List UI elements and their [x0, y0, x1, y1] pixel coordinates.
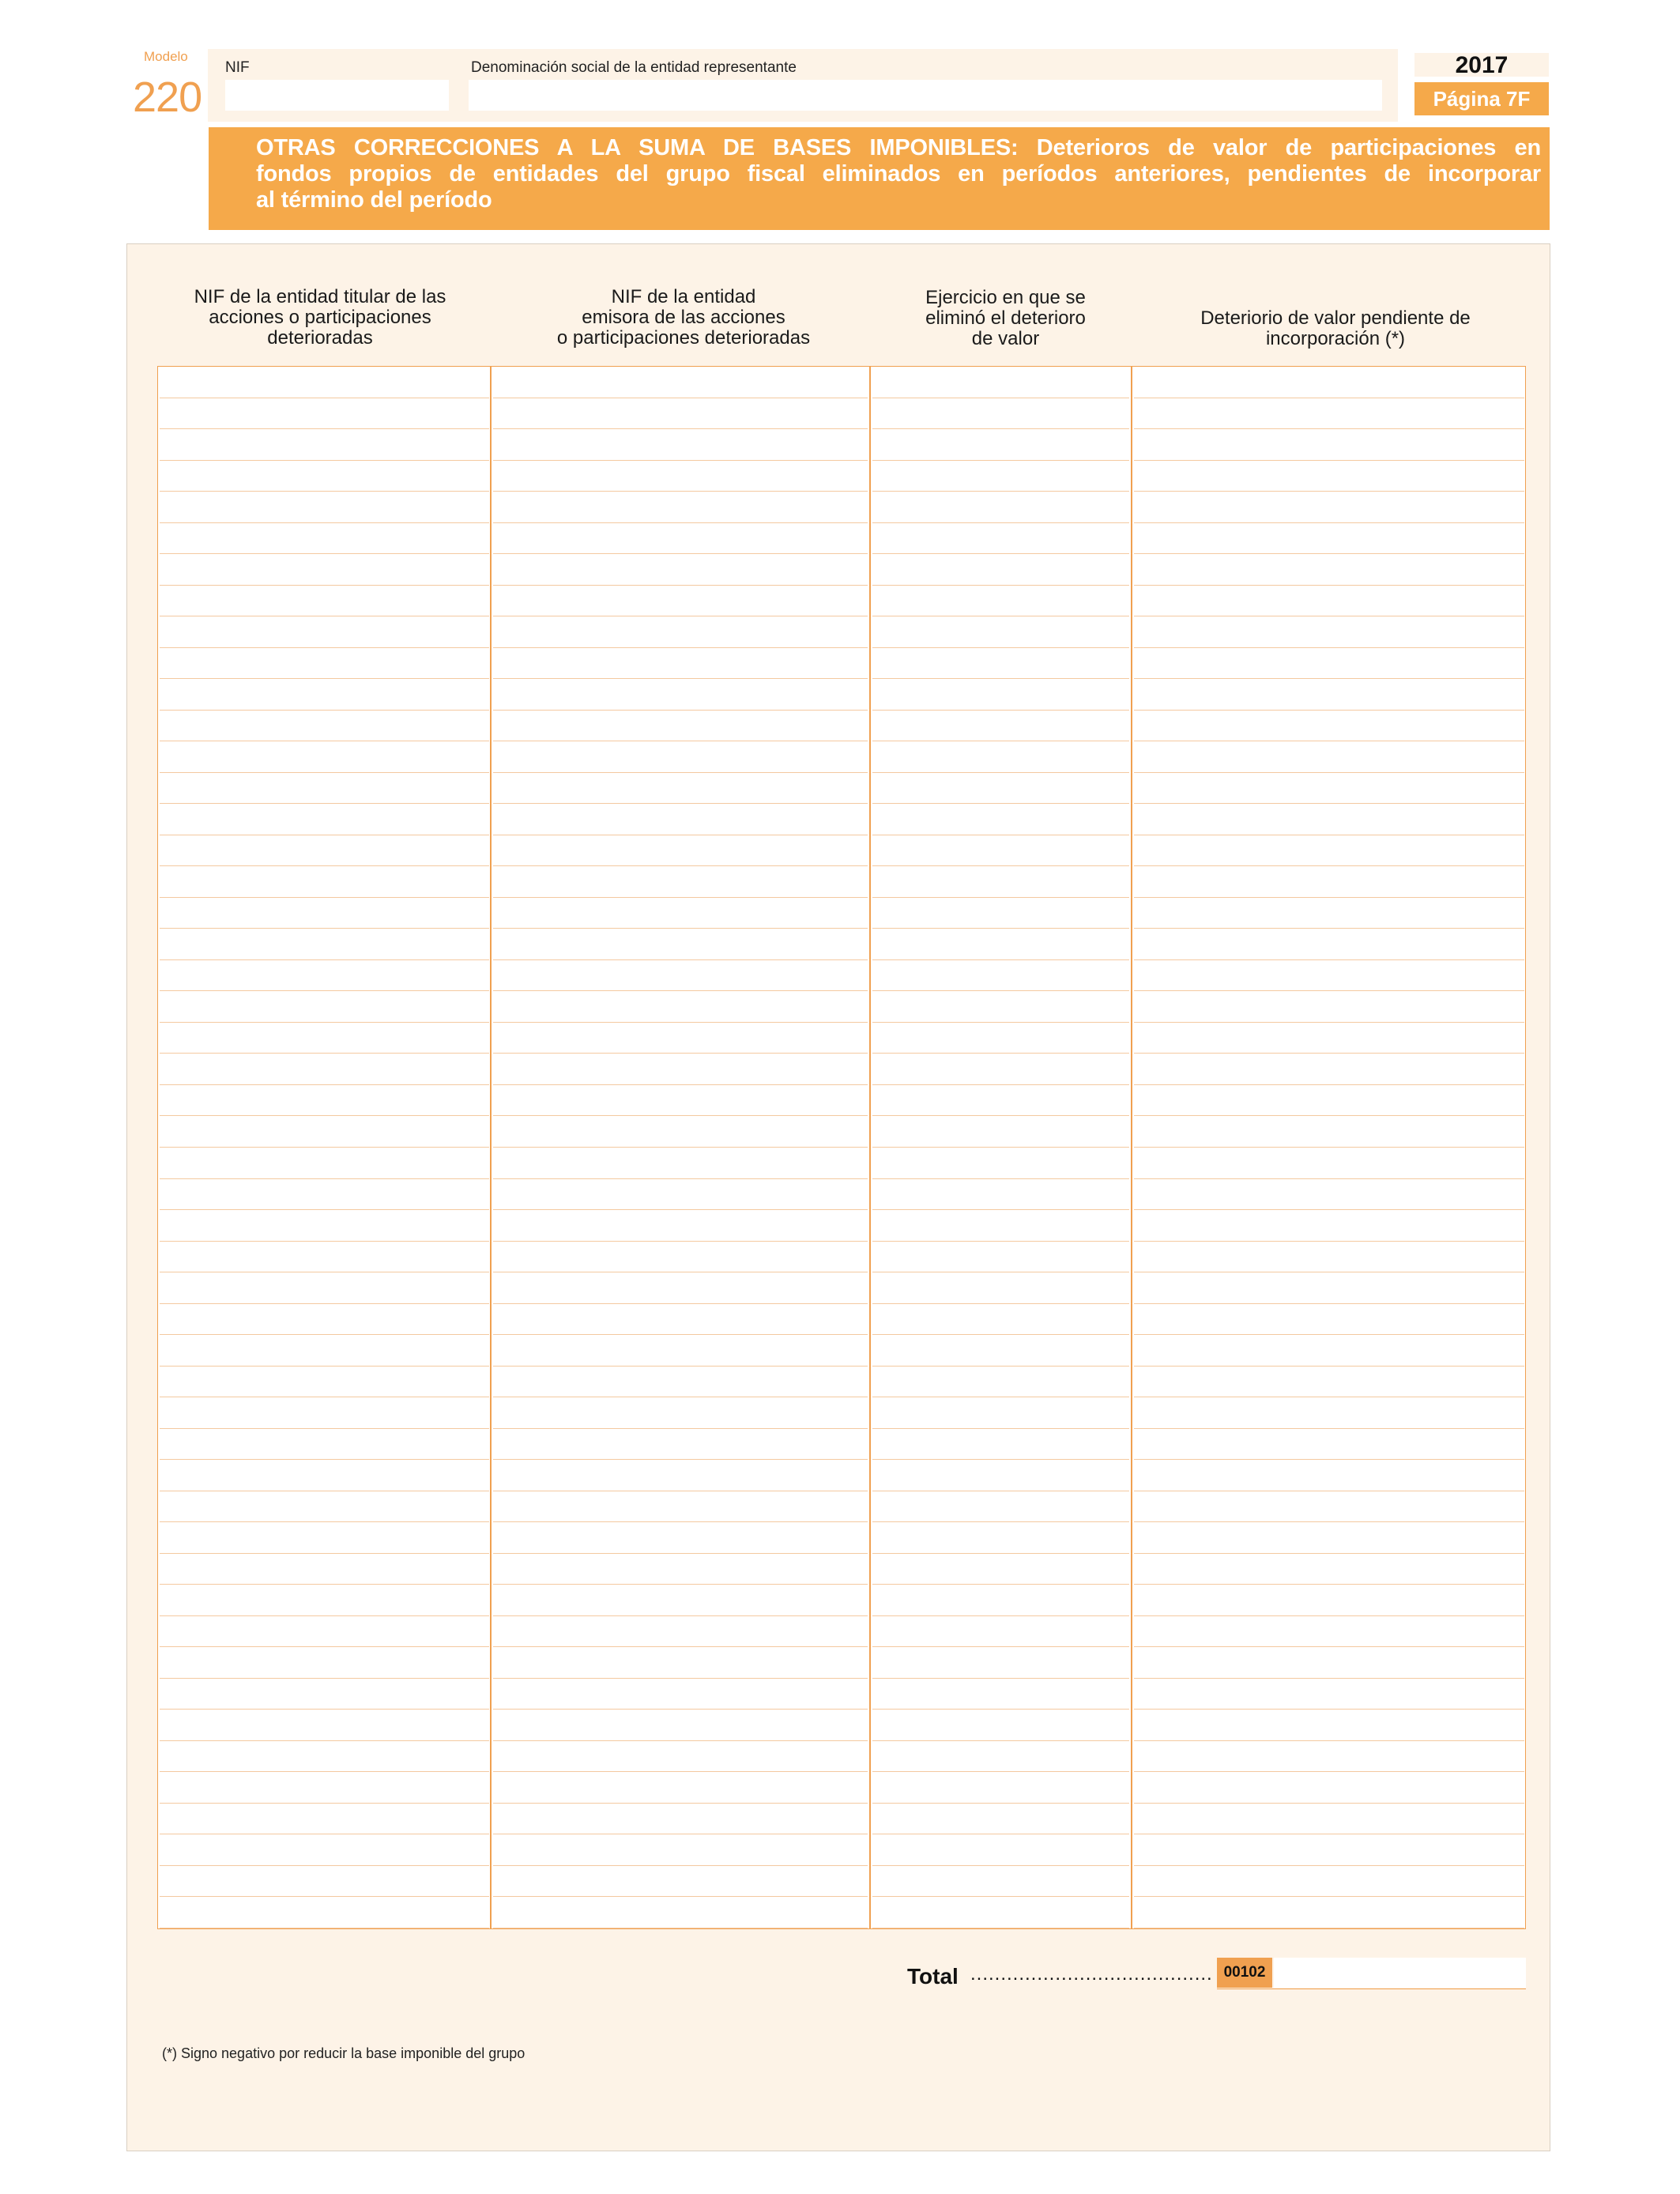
table-cell[interactable] — [160, 1054, 489, 1085]
table-cell[interactable] — [872, 1242, 1129, 1273]
table-cell[interactable] — [493, 929, 868, 960]
table-cell[interactable] — [160, 1647, 489, 1679]
section-title-line-2: fondos propios de entidades del grupo fiscal eliminados en períodos anteriores, pendientes de incorporar — [256, 161, 1541, 187]
table-cell[interactable] — [493, 898, 868, 929]
table-cell[interactable] — [872, 1554, 1129, 1585]
table-cell[interactable] — [1134, 898, 1524, 929]
table-cell[interactable] — [872, 1116, 1129, 1148]
table-cell[interactable] — [872, 1210, 1129, 1242]
table-cell[interactable] — [160, 1023, 489, 1054]
table-cell[interactable] — [493, 960, 868, 992]
table-cell[interactable] — [1134, 773, 1524, 805]
table-cell[interactable] — [160, 1367, 489, 1398]
table-cell[interactable] — [872, 1710, 1129, 1741]
table-cell[interactable] — [493, 1554, 868, 1585]
table-cell[interactable] — [872, 648, 1129, 680]
table-cell[interactable] — [160, 1304, 489, 1336]
table-cell[interactable] — [1134, 1834, 1524, 1866]
table-cell[interactable] — [493, 554, 868, 586]
table-cell[interactable] — [493, 1897, 868, 1928]
table-cell[interactable] — [872, 554, 1129, 586]
table-cell[interactable] — [872, 1429, 1129, 1461]
table-cell[interactable] — [160, 616, 489, 648]
table-cell[interactable] — [493, 648, 868, 680]
table-cell[interactable] — [160, 554, 489, 586]
table-cell[interactable] — [872, 1834, 1129, 1866]
table-cell[interactable] — [160, 398, 489, 430]
table-cell[interactable] — [160, 1210, 489, 1242]
table-cell[interactable] — [493, 523, 868, 555]
table-cell[interactable] — [493, 773, 868, 805]
table-cell[interactable] — [160, 679, 489, 711]
table-cell[interactable] — [160, 991, 489, 1023]
table-cell[interactable] — [160, 1616, 489, 1648]
table-cell[interactable] — [872, 929, 1129, 960]
table-cell[interactable] — [493, 804, 868, 835]
table-cell[interactable] — [1134, 1804, 1524, 1835]
table-cell[interactable] — [493, 1866, 868, 1898]
table-cell[interactable] — [1134, 523, 1524, 555]
table-cell[interactable] — [1134, 1679, 1524, 1710]
table-cell[interactable] — [872, 616, 1129, 648]
table-cell[interactable] — [872, 1023, 1129, 1054]
table-cell[interactable] — [160, 1741, 489, 1773]
column-divider — [869, 367, 871, 1928]
table-cell[interactable] — [1134, 1397, 1524, 1429]
table-cell[interactable] — [872, 991, 1129, 1023]
table-cell[interactable] — [1134, 929, 1524, 960]
table-cell[interactable] — [160, 1522, 489, 1554]
table-cell[interactable] — [160, 648, 489, 680]
table-cell[interactable] — [1134, 398, 1524, 430]
nif-label: NIF — [225, 59, 250, 76]
table-cell[interactable] — [872, 1085, 1129, 1117]
table-cell[interactable] — [872, 1367, 1129, 1398]
modelo-number: 220 — [133, 74, 202, 121]
table-cell[interactable] — [872, 866, 1129, 898]
table-cell[interactable] — [160, 1491, 489, 1523]
table-cell[interactable] — [872, 711, 1129, 742]
table-cell[interactable] — [160, 1866, 489, 1898]
table-cell[interactable] — [1134, 1741, 1524, 1773]
table-cell[interactable] — [1134, 960, 1524, 992]
year-badge: 2017 — [1414, 53, 1549, 77]
section-title-bar — [209, 127, 1550, 230]
table-cell[interactable] — [160, 492, 489, 523]
table-cell[interactable] — [1134, 1116, 1524, 1148]
table-cell[interactable] — [1134, 1242, 1524, 1273]
table-cell[interactable] — [1134, 1367, 1524, 1398]
entries-table — [157, 366, 1526, 1929]
table-cell[interactable] — [493, 461, 868, 492]
table-cell[interactable] — [872, 1741, 1129, 1773]
table-cell[interactable] — [872, 773, 1129, 805]
table-cell[interactable] — [1134, 866, 1524, 898]
table-cell[interactable] — [1134, 1335, 1524, 1367]
total-label: Total — [907, 1964, 959, 1989]
table-cell[interactable] — [1134, 1023, 1524, 1054]
table-cell[interactable] — [1134, 1148, 1524, 1179]
table-cell[interactable] — [1134, 586, 1524, 617]
table-cell[interactable] — [493, 1647, 868, 1679]
table-cell[interactable] — [872, 492, 1129, 523]
table-cell[interactable] — [493, 1522, 868, 1554]
table-cell[interactable] — [493, 1772, 868, 1804]
table-cell[interactable] — [872, 1616, 1129, 1648]
table-cell[interactable] — [493, 429, 868, 461]
table-cell[interactable] — [493, 1210, 868, 1242]
column-header-nif-titular: NIF de la entidad titular de las acciones o participaciones deterioradas — [194, 286, 446, 349]
table-cell[interactable] — [493, 1023, 868, 1054]
column-header-deterioro: Deteriorio de valor pendiente de incorporación (*) — [1200, 307, 1471, 349]
table-cell[interactable] — [872, 429, 1129, 461]
table-cell[interactable] — [872, 679, 1129, 711]
table-cell[interactable] — [872, 1179, 1129, 1211]
table-cell[interactable] — [1134, 1491, 1524, 1523]
table-cell[interactable] — [872, 1647, 1129, 1679]
section-title — [256, 135, 1541, 213]
table-cell[interactable] — [1134, 1085, 1524, 1117]
table-cell[interactable] — [872, 1522, 1129, 1554]
table-cell[interactable] — [160, 929, 489, 960]
table-cell[interactable] — [872, 398, 1129, 430]
table-cell[interactable] — [493, 1679, 868, 1710]
table-cell[interactable] — [160, 804, 489, 835]
table-cell[interactable] — [1134, 1616, 1524, 1648]
table-cell[interactable] — [872, 586, 1129, 617]
table-cell[interactable] — [493, 398, 868, 430]
table-cell[interactable] — [493, 616, 868, 648]
table-cell[interactable] — [493, 367, 868, 398]
table-cell[interactable] — [160, 523, 489, 555]
table-cell[interactable] — [493, 1429, 868, 1461]
table-cell[interactable] — [1134, 1710, 1524, 1741]
table-cell[interactable] — [1134, 835, 1524, 867]
table-cell[interactable] — [160, 773, 489, 805]
table-cell[interactable] — [160, 1116, 489, 1148]
table-cell[interactable] — [872, 1397, 1129, 1429]
table-cell[interactable] — [1134, 492, 1524, 523]
table-cell[interactable] — [872, 1804, 1129, 1835]
table-cell[interactable] — [493, 866, 868, 898]
modelo-label: Modelo — [144, 49, 188, 64]
table-cell[interactable] — [493, 1367, 868, 1398]
denominacion-label: Denominación social de la entidad representante — [471, 59, 797, 76]
table-cell[interactable] — [872, 960, 1129, 992]
table-cell[interactable] — [872, 1054, 1129, 1085]
table-cell[interactable] — [160, 1710, 489, 1741]
table-cell[interactable] — [160, 1679, 489, 1710]
table-cell[interactable] — [872, 835, 1129, 867]
table-cell[interactable] — [872, 898, 1129, 929]
table-cell[interactable] — [1134, 991, 1524, 1023]
table-cell[interactable] — [160, 367, 489, 398]
table-cell[interactable] — [493, 1741, 868, 1773]
table-cell[interactable] — [1134, 648, 1524, 680]
table-cell[interactable] — [160, 1242, 489, 1273]
table-cell[interactable] — [1134, 1210, 1524, 1242]
table-cell[interactable] — [872, 1304, 1129, 1336]
section-title-line-3: al término del período — [256, 187, 492, 213]
nif-field[interactable] — [225, 80, 449, 111]
table-cell[interactable] — [493, 1616, 868, 1648]
table-cell[interactable] — [1134, 1272, 1524, 1304]
table-cell[interactable] — [493, 1054, 868, 1085]
table-cell[interactable] — [872, 1679, 1129, 1710]
table-cell[interactable] — [1134, 429, 1524, 461]
table-cell[interactable] — [872, 523, 1129, 555]
table-cell[interactable] — [493, 1834, 868, 1866]
table-cell[interactable] — [160, 898, 489, 929]
table-cell[interactable] — [160, 835, 489, 867]
table-cell[interactable] — [493, 741, 868, 773]
table-cell[interactable] — [1134, 1897, 1524, 1928]
table-cell[interactable] — [493, 1804, 868, 1835]
table-cell[interactable] — [872, 1272, 1129, 1304]
table-cell[interactable] — [160, 1460, 489, 1491]
table-cell[interactable] — [160, 711, 489, 742]
table-cell[interactable] — [160, 1429, 489, 1461]
table-cell[interactable] — [160, 1085, 489, 1117]
table-cell[interactable] — [493, 1242, 868, 1273]
table-cell[interactable] — [493, 1460, 868, 1491]
table-cell[interactable] — [1134, 1554, 1524, 1585]
table-cell[interactable] — [1134, 1304, 1524, 1336]
table-cell[interactable] — [160, 1397, 489, 1429]
table-cell[interactable] — [1134, 461, 1524, 492]
table-cell[interactable] — [872, 1772, 1129, 1804]
table-cell[interactable] — [493, 1085, 868, 1117]
table-cell[interactable] — [160, 429, 489, 461]
column-divider — [1131, 367, 1132, 1928]
column-header-nif-emisora: NIF de la entidad emisora de las acciones o participaciones deterioradas — [556, 286, 811, 349]
table-cell[interactable] — [1134, 741, 1524, 773]
table-cell[interactable] — [1134, 1585, 1524, 1616]
table-cell[interactable] — [872, 1897, 1129, 1928]
table-cell[interactable] — [872, 804, 1129, 835]
table-cell[interactable] — [160, 1804, 489, 1835]
table-cell[interactable] — [493, 1585, 868, 1616]
table-cell[interactable] — [872, 461, 1129, 492]
table-cell[interactable] — [1134, 1647, 1524, 1679]
table-cell[interactable] — [872, 1491, 1129, 1523]
table-cell[interactable] — [493, 1148, 868, 1179]
table-cell[interactable] — [1134, 616, 1524, 648]
table-cell[interactable] — [1134, 679, 1524, 711]
section-title-line-1: OTRAS CORRECCIONES A LA SUMA DE BASES IMPONIBLES: Deterioros de valor de participaciones en — [256, 135, 1541, 160]
table-cell[interactable] — [160, 586, 489, 617]
table-cell[interactable] — [1134, 367, 1524, 398]
column-header-ejercicio: Ejercicio en que se eliminó el deterioro de valor — [925, 287, 1086, 349]
table-cell[interactable] — [493, 1179, 868, 1211]
table-cell[interactable] — [493, 835, 868, 867]
table-cell[interactable] — [872, 367, 1129, 398]
table-cell[interactable] — [493, 679, 868, 711]
table-cell[interactable] — [160, 1834, 489, 1866]
table-cell[interactable] — [160, 1897, 489, 1928]
table-cell[interactable] — [872, 1460, 1129, 1491]
table-cell[interactable] — [493, 991, 868, 1023]
table-cell[interactable] — [160, 741, 489, 773]
table-cell[interactable] — [493, 1304, 868, 1336]
table-cell[interactable] — [160, 1554, 489, 1585]
table-cell[interactable] — [1134, 1866, 1524, 1898]
table-cell[interactable] — [1134, 1179, 1524, 1211]
table-cell[interactable] — [160, 1335, 489, 1367]
table-cell[interactable] — [493, 1335, 868, 1367]
footnote: (*) Signo negativo por reducir la base imponible del grupo — [162, 2045, 525, 2061]
table-cell[interactable] — [1134, 1460, 1524, 1491]
table-cell[interactable] — [493, 492, 868, 523]
table-cell[interactable] — [872, 741, 1129, 773]
table-cell[interactable] — [493, 1116, 868, 1148]
table-cell[interactable] — [493, 586, 868, 617]
table-cell[interactable] — [1134, 1054, 1524, 1085]
table-cell[interactable] — [1134, 804, 1524, 835]
table-cell[interactable] — [1134, 711, 1524, 742]
table-cell[interactable] — [493, 711, 868, 742]
table-cell[interactable] — [160, 866, 489, 898]
total-leader-dots: ........................................ — [970, 1963, 1213, 1985]
column-divider — [490, 367, 492, 1928]
table-cell[interactable] — [493, 1710, 868, 1741]
table-cell[interactable] — [160, 1272, 489, 1304]
table-cell[interactable] — [1134, 1772, 1524, 1804]
total-box-code: 00102 — [1217, 1958, 1272, 1988]
table-cell[interactable] — [872, 1866, 1129, 1898]
table-cell[interactable] — [493, 1491, 868, 1523]
table-cell[interactable] — [160, 1148, 489, 1179]
table-cell[interactable] — [493, 1272, 868, 1304]
table-cell[interactable] — [160, 1585, 489, 1616]
denominacion-field[interactable] — [469, 80, 1382, 111]
table-cell[interactable] — [1134, 1522, 1524, 1554]
table-cell[interactable] — [1134, 1429, 1524, 1461]
total-amount-field[interactable] — [1274, 1958, 1526, 1988]
table-cell[interactable] — [160, 1179, 489, 1211]
table-cell[interactable] — [1134, 554, 1524, 586]
table-cell[interactable] — [872, 1148, 1129, 1179]
table-cell[interactable] — [872, 1585, 1129, 1616]
table-cell[interactable] — [160, 960, 489, 992]
table-cell[interactable] — [160, 461, 489, 492]
table-cell[interactable] — [160, 1772, 489, 1804]
page-badge: Página 7F — [1414, 82, 1549, 115]
table-cell[interactable] — [493, 1397, 868, 1429]
table-cell[interactable] — [872, 1335, 1129, 1367]
